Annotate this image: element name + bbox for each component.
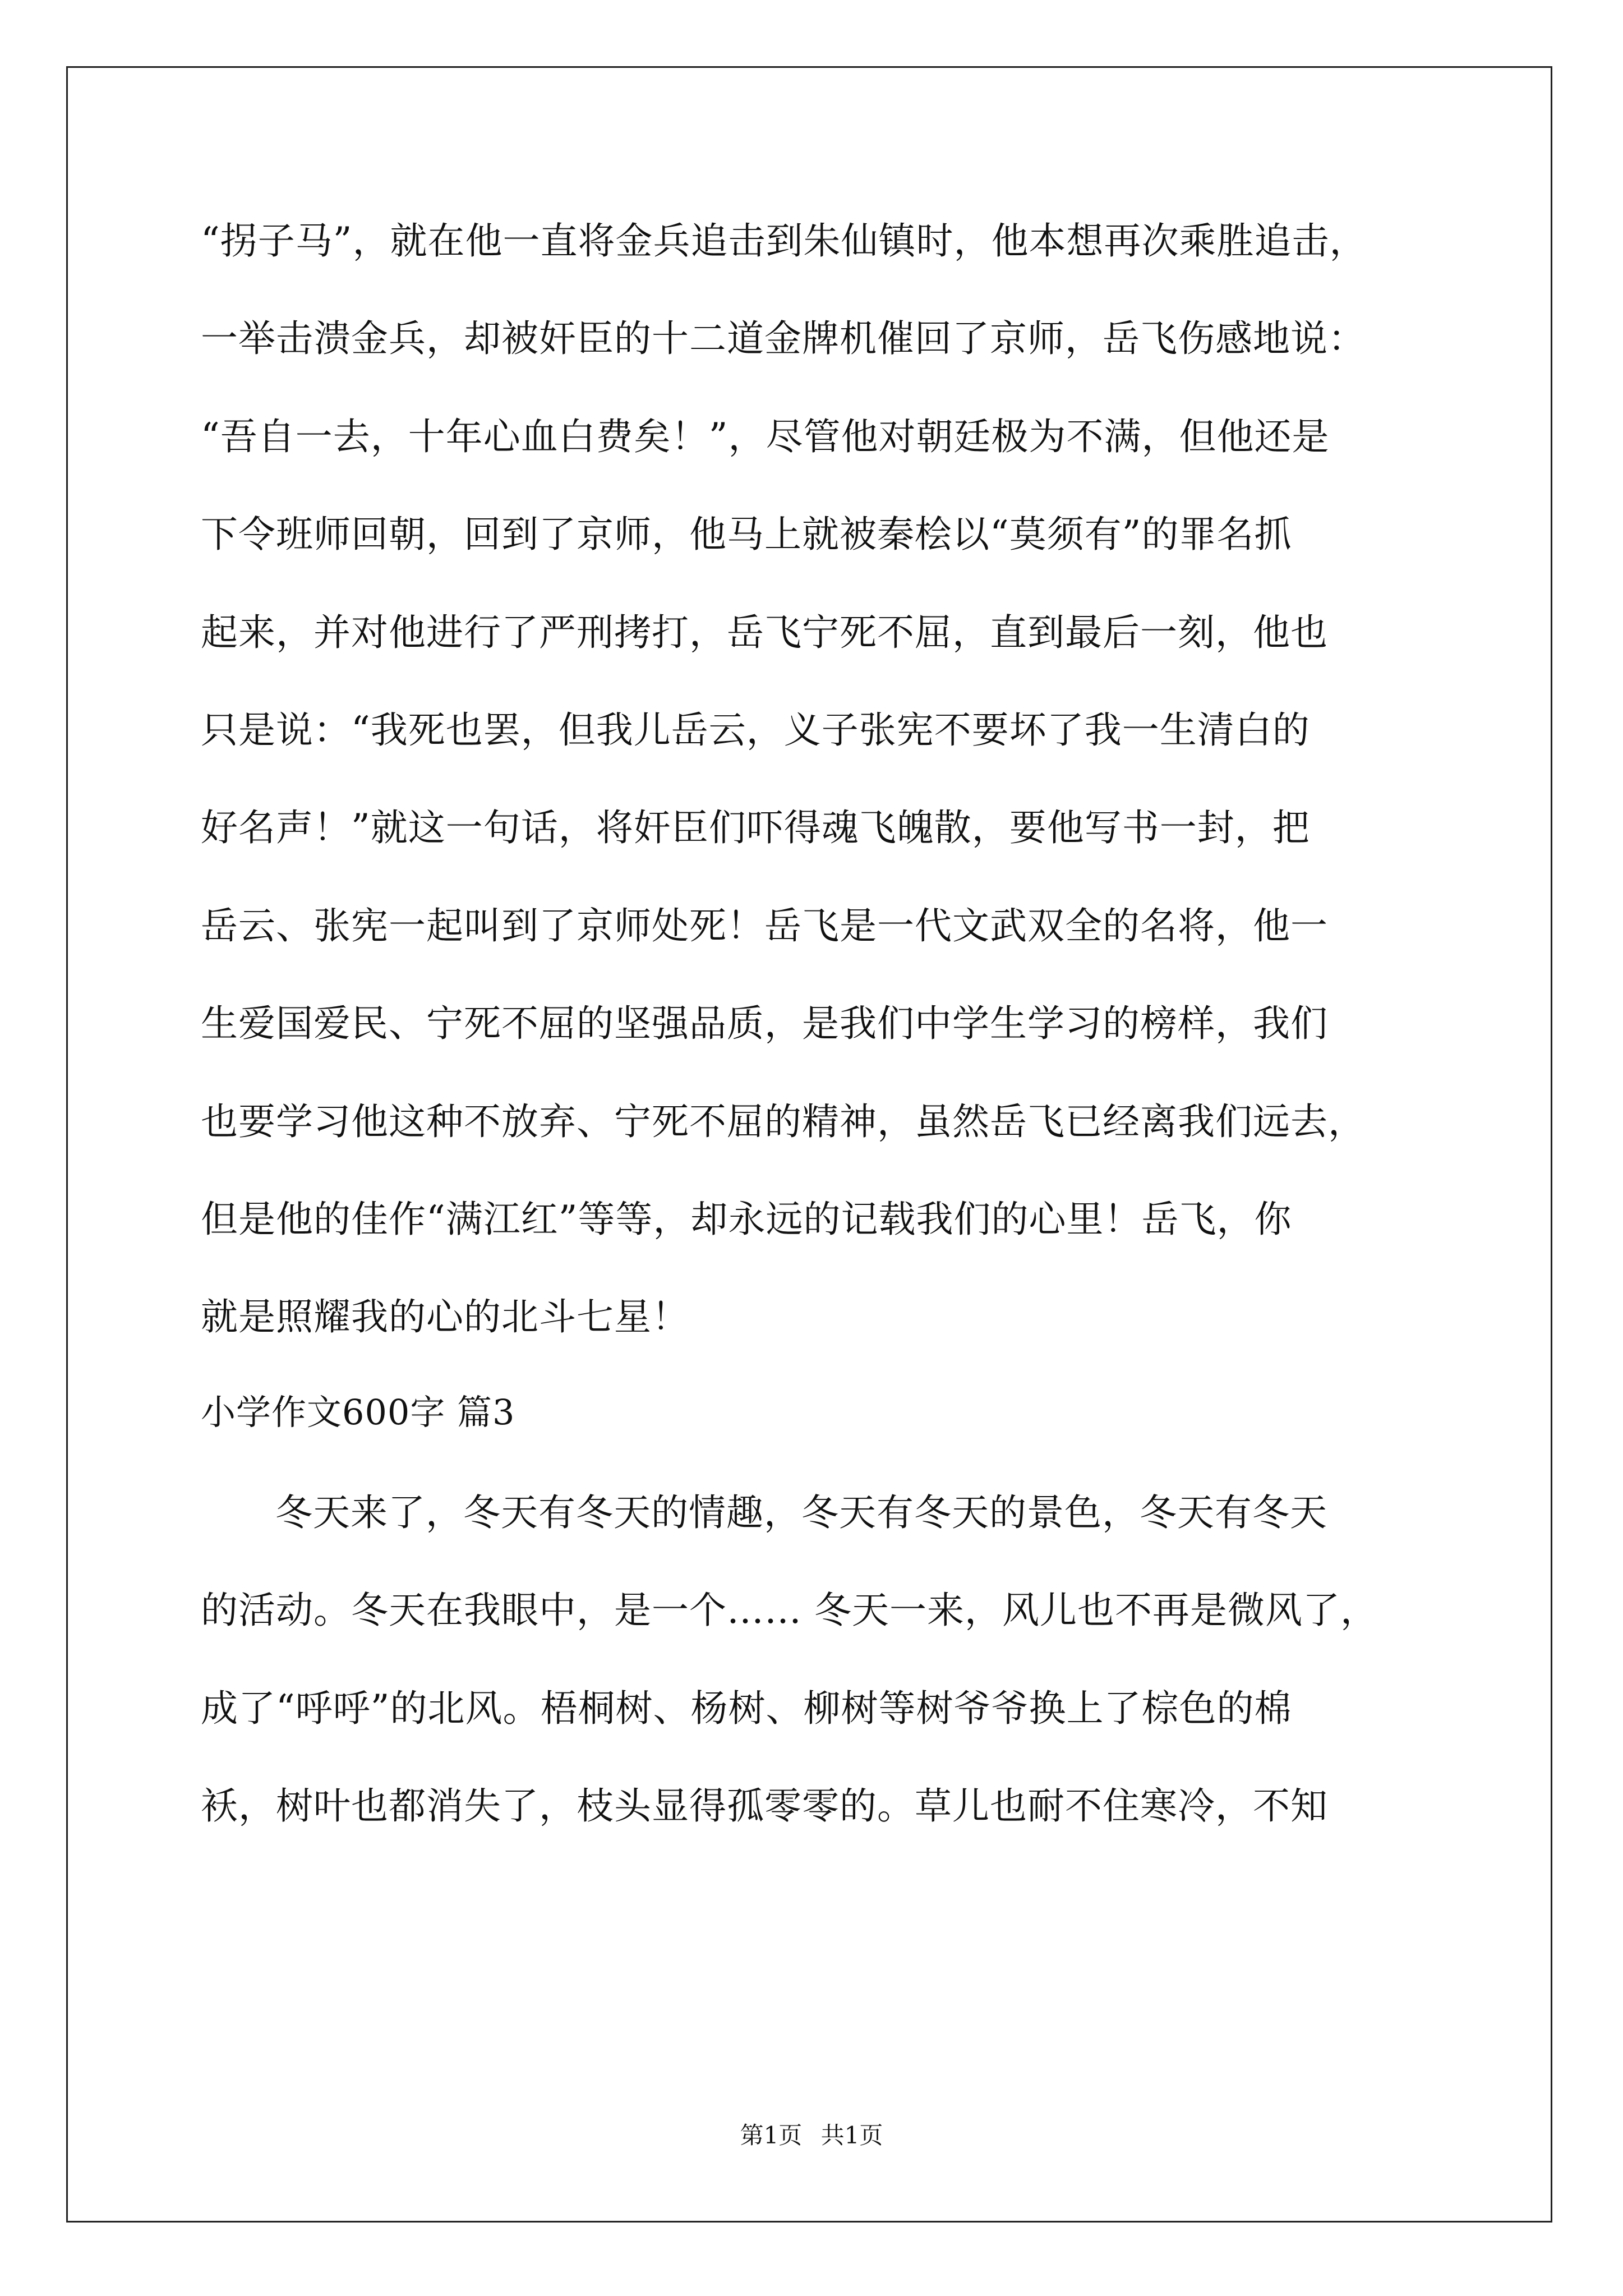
text-line: 冬天来了，冬天有冬天的情趣，冬天有冬天的景色，冬天有冬天 xyxy=(275,1491,1327,1534)
text-line: 也要学习他这种不放弃、宁死不屈的精神，虽然岳飞已经离我们远去， xyxy=(201,1100,1366,1143)
text-line: 袄，树叶也都消失了，枝头显得孤零零的。草儿也耐不住寒冷，不知 xyxy=(201,1784,1328,1828)
text-line: “吾自一去，十年心血白费矣！”，尽管他对朝廷极为不满，但他还是 xyxy=(201,415,1330,458)
section-heading: 小学作文600字 篇3 xyxy=(201,1392,515,1433)
text-line: 起来，并对他进行了严刑拷打，岳飞宁死不屈，直到最后一刻，他也 xyxy=(201,611,1328,654)
page-total-label: 共1页 xyxy=(820,2122,883,2149)
page-current-label: 第1页 xyxy=(740,2122,803,2149)
text-line: 只是说：“我死也罢，但我儿岳云，义子张宪不要坏了我一生清白的 xyxy=(201,708,1310,752)
text-line: 就是照耀我的心的北斗七星！ xyxy=(201,1295,689,1338)
text-line: 的活动。冬天在我眼中，是一个…… 冬天一来，风儿也不再是微风了， xyxy=(201,1589,1378,1632)
text-line: “拐子马”，就在他一直将金兵追击到朱仙镇时，他本想再次乘胜追击， xyxy=(201,219,1367,263)
page-footer xyxy=(0,2122,1623,2150)
text-line: 成了“呼呼”的北风。梧桐树、杨树、柳树等树爷爷换上了棕色的棉 xyxy=(201,1687,1292,1730)
text-line: 但是他的佳作“满江红”等等，却永远的记载我们的心里！岳飞，你 xyxy=(201,1198,1292,1241)
text-line: 下令班师回朝，回到了京师，他马上就被秦桧以“莫须有”的罪名抓 xyxy=(201,513,1292,556)
text-line: 好名声！”就这一句话，将奸臣们吓得魂飞魄散，要他写书一封，把 xyxy=(201,806,1310,849)
text-line: 岳云、张宪一起叫到了京师处死！岳飞是一代文武双全的名将，他一 xyxy=(201,904,1328,947)
text-line: 一举击溃金兵，却被奸臣的十二道金牌机催回了京师，岳飞伤感地说： xyxy=(201,317,1366,360)
text-line: 生爱国爱民、宁死不屈的坚强品质，是我们中学生学习的榜样，我们 xyxy=(201,1002,1328,1045)
